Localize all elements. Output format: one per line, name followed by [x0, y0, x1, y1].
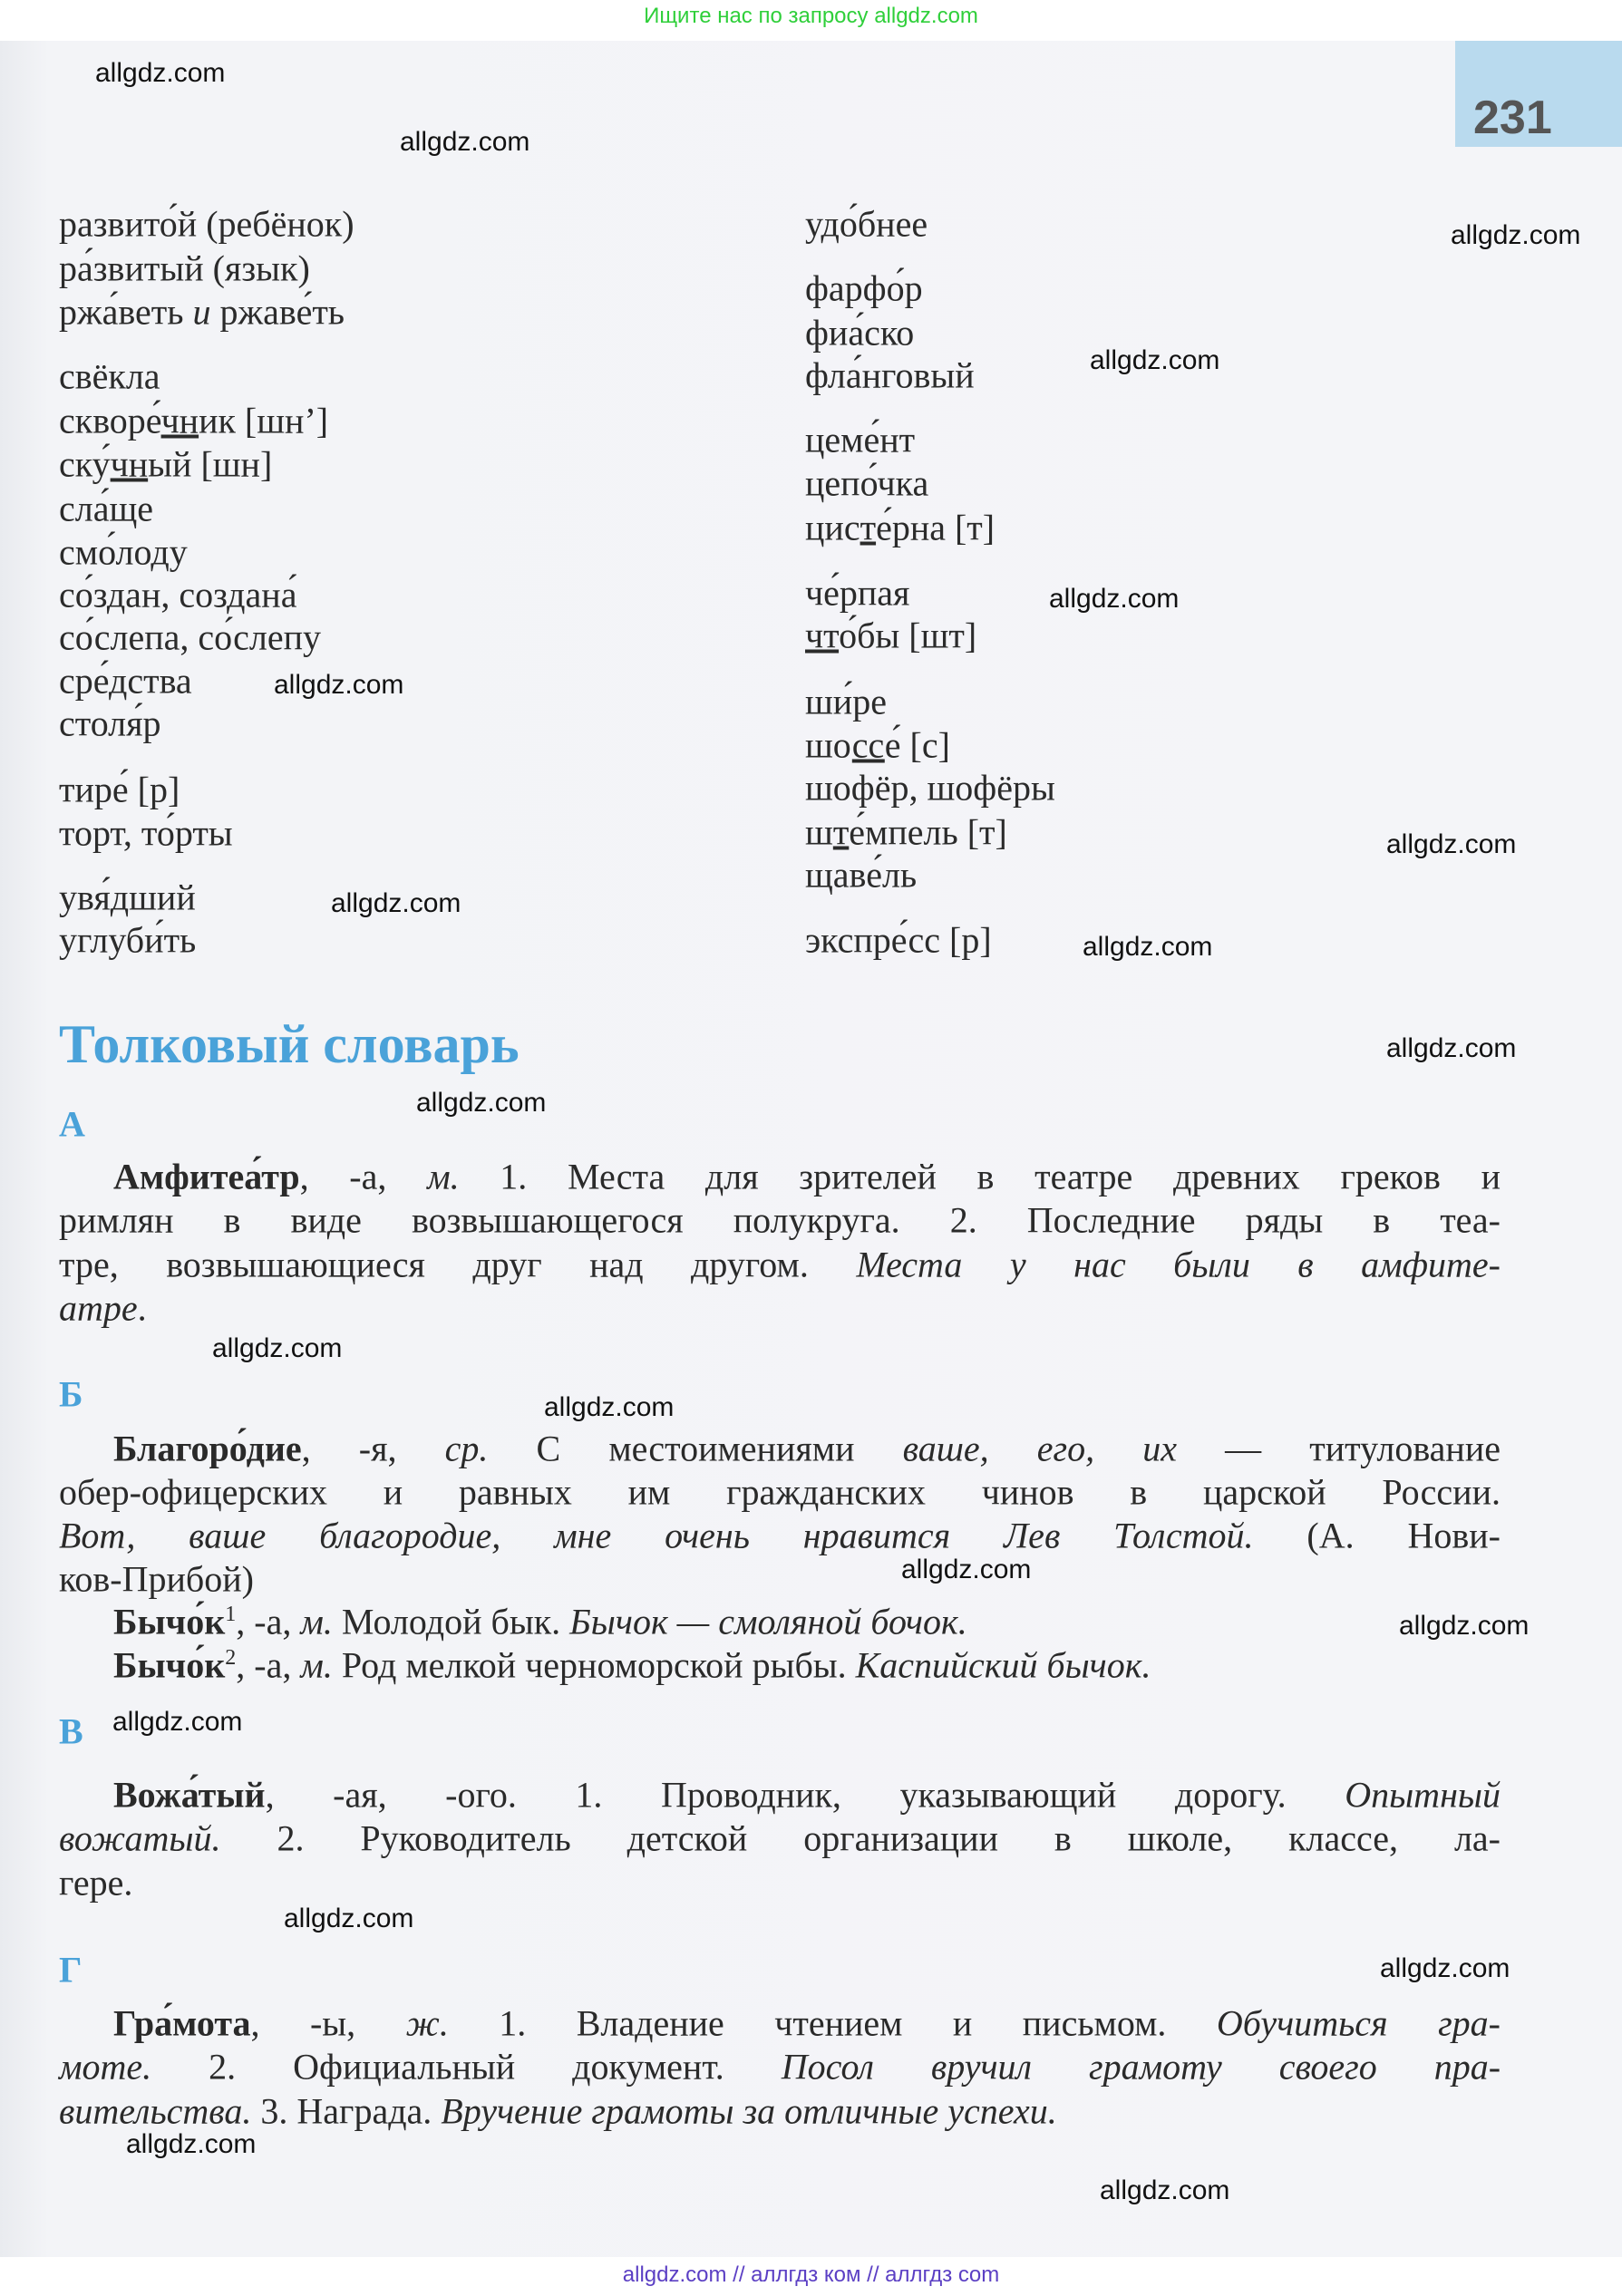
watermark: allgdz.com [1090, 345, 1220, 375]
text-segment: С местоимениями [488, 1428, 903, 1469]
letter-heading-a: А [59, 1103, 85, 1145]
text-segment: столя́р [59, 702, 161, 744]
text-segment: ску́ [59, 443, 111, 485]
dictionary-line [59, 2046, 1501, 2088]
orthoepy-word [805, 507, 995, 549]
text-segment: ре́сс [р] [872, 919, 992, 961]
text-segment: шо [805, 724, 852, 766]
text-segment: тире́ [р] [59, 769, 180, 810]
watermark: allgdz.com [1399, 1611, 1530, 1641]
text-segment: щаве́ль [805, 854, 918, 896]
text-segment: цеме́нт [805, 419, 916, 460]
dictionary-line [59, 2090, 1501, 2133]
text-segment: торт, то́рты [59, 812, 233, 854]
watermark: allgdz.com [416, 1088, 547, 1118]
text-segment: о́бы [шт] [839, 615, 977, 656]
orthoepy-word [805, 681, 887, 723]
text-segment: шофёр, шофёры [805, 767, 1055, 809]
orthoepy-word [59, 291, 345, 334]
text-segment: ср. [444, 1428, 489, 1469]
orthoepy-word [805, 767, 1055, 809]
text-segment: Вожа́тый [113, 1774, 266, 1816]
text-segment: Вот, ваше благородие, мне очень нравится Лев Толстой. [59, 1515, 1254, 1556]
text-segment: и [192, 291, 211, 333]
orthoepy-word [59, 443, 272, 486]
watermark: allgdz.com [274, 670, 404, 700]
text-segment: углуби́ть [59, 919, 197, 961]
text-segment: Вручение грамоты за отличные успехи. [441, 2090, 1057, 2132]
text-segment: ржаве́ть [210, 291, 345, 333]
text-segment: со́слепа, со́слепу [59, 616, 322, 658]
text-segment: (А. Нови- [1253, 1515, 1501, 1556]
dictionary-line [59, 1558, 1501, 1601]
letter-heading-g: Г [59, 1949, 83, 1991]
text-segment: сла́ще [59, 488, 154, 529]
text-segment: фарфо́р [805, 267, 923, 309]
orthoepy-word [59, 616, 321, 659]
text-segment: м. [427, 1156, 460, 1197]
text-segment: , -я, [301, 1428, 445, 1469]
watermark: allgdz.com [126, 2129, 257, 2159]
orthoepy-word [805, 312, 914, 354]
text-segment: е́ [с] [884, 724, 950, 766]
orthoepy-word [59, 531, 188, 574]
text-segment: , -а, [236, 1601, 301, 1642]
text-segment: 1. Места для зрителей в театре древних греков и [459, 1156, 1501, 1197]
orthoepy-word [59, 812, 233, 855]
orthoepy-word [805, 267, 923, 310]
watermark: allgdz.com [212, 1333, 343, 1363]
text-segment: ж. [405, 2002, 449, 2044]
text-segment: сс [851, 724, 885, 766]
watermark: allgdz.com [331, 888, 461, 918]
text-segment: . [137, 1287, 147, 1329]
text-segment: чт [805, 615, 840, 656]
text-segment: , -а, [236, 1644, 301, 1686]
dictionary-line [59, 1244, 1501, 1286]
text-segment: Амфитеа́тр [113, 1156, 300, 1197]
watermark: allgdz.com [284, 1904, 414, 1933]
text-segment: развито́й (ребёнок) [59, 203, 355, 245]
dictionary-line [113, 1774, 1501, 1816]
dictionary-line [113, 1428, 1501, 1470]
orthoepy-word [805, 462, 928, 505]
watermark: allgdz.com [1386, 1033, 1517, 1063]
orthoepy-word [805, 572, 909, 615]
text-segment: 3. Награда. [251, 2090, 442, 2132]
watermark: allgdz.com [95, 58, 226, 88]
orthoepy-word [805, 615, 976, 657]
text-segment: чн [160, 400, 199, 441]
text-segment: т [832, 811, 850, 853]
watermark: allgdz.com [112, 1707, 243, 1737]
text-segment: чн [110, 443, 149, 485]
text-segment: ши́ре [805, 681, 887, 722]
text-segment: тре, возвышающиеся друг над другом. [59, 1244, 857, 1285]
text-segment: 1 [225, 1603, 237, 1627]
text-segment: со́здан, создана́ [59, 574, 297, 615]
page-number: 231 [1473, 92, 1552, 144]
dictionary-line [59, 1287, 1501, 1330]
orthoepy-word [805, 811, 1007, 854]
dictionary-line [59, 1471, 1501, 1514]
text-segment: ш [805, 811, 833, 853]
text-segment: Каспийский бычок. [855, 1644, 1151, 1686]
text-segment: вительства. [59, 2090, 252, 2132]
text-segment: м. [300, 1644, 333, 1686]
text-segment: Обучиться гра- [1216, 2002, 1501, 2044]
text-segment: т [860, 507, 877, 548]
text-segment: ый [шн] [148, 443, 273, 485]
text-segment: 1. Владение чтением и письмом. [448, 2002, 1217, 2044]
dictionary-line [113, 2002, 1501, 2045]
text-segment: ра́звитый (язык) [59, 247, 310, 289]
text-segment: сре́дства [59, 660, 192, 702]
orthoepy-word [805, 419, 915, 461]
text-segment: ков-Прибой) [59, 1558, 254, 1600]
letter-heading-b: Б [59, 1373, 83, 1415]
dictionary-line [59, 1862, 1501, 1904]
dictionary-line [59, 1515, 1501, 1557]
text-segment: е́мпель [т] [849, 811, 1007, 853]
section-title: Толковый словарь [59, 1014, 520, 1074]
orthoepy-word [805, 354, 975, 397]
orthoepy-word [59, 702, 161, 745]
text-segment: цепо́чка [805, 462, 929, 504]
footer-links[interactable]: allgdz.com // аллгдз ком // аллгдз com [622, 2262, 1000, 2287]
text-segment: обер-офицерских и равных им гражданских чинов в царской России. [59, 1471, 1501, 1513]
orthoepy-word [805, 919, 992, 962]
orthoepy-word [59, 400, 328, 442]
text-segment: 2. Руководитель детской организации в школе, классе, ла- [220, 1817, 1501, 1859]
watermark: allgdz.com [1451, 220, 1581, 250]
text-segment: экс [805, 919, 854, 961]
text-segment: смо́лоду [59, 531, 188, 573]
watermark: allgdz.com [1100, 2175, 1230, 2205]
text-segment: Бычо́к [113, 1601, 226, 1642]
text-segment: цис [805, 507, 860, 548]
text-segment: ваше, его, их [902, 1428, 1178, 1469]
text-segment: Благоро́дие [113, 1428, 302, 1469]
text-segment: удо́бнее [805, 203, 928, 245]
text-segment: вожатый. [59, 1817, 221, 1859]
orthoepy-word [805, 854, 917, 896]
orthoepy-word [59, 488, 153, 530]
orthoepy-word [59, 877, 196, 919]
text-segment: — титулование [1177, 1428, 1501, 1469]
text-segment: гере. [59, 1862, 133, 1904]
text-segment: увя́дший [59, 877, 196, 918]
orthoepy-word [59, 247, 310, 290]
watermark: allgdz.com [400, 127, 530, 157]
text-segment: Молодой бык. [332, 1601, 570, 1642]
dictionary-line [59, 1817, 1501, 1860]
dictionary-line [113, 1156, 1501, 1198]
watermark: allgdz.com [1049, 584, 1180, 614]
orthoepy-word [59, 355, 160, 398]
text-segment: свёкла [59, 355, 160, 397]
text-segment: Бычо́к [113, 1644, 226, 1686]
text-segment: м. [300, 1601, 333, 1642]
text-segment: атре [59, 1287, 138, 1329]
orthoepy-word [805, 724, 950, 767]
watermark: allgdz.com [544, 1392, 675, 1422]
letter-heading-v: В [59, 1710, 83, 1752]
orthoepy-word [59, 919, 196, 962]
watermark: allgdz.com [901, 1555, 1032, 1584]
orthoepy-word [59, 203, 355, 246]
dictionary-line [113, 1644, 1501, 1687]
orthoepy-word [59, 660, 192, 702]
orthoepy-word [59, 769, 180, 811]
text-segment: 2. Официальный документ. [151, 2046, 782, 2088]
dictionary-line [113, 1601, 1501, 1643]
text-segment: Посол вручил грамоту своего пра- [781, 2046, 1501, 2088]
text-segment: римлян в виде возвышающегося полукруга. 2. Последние ряды в теа- [59, 1199, 1501, 1241]
text-segment: моте. [59, 2046, 152, 2088]
watermark: allgdz.com [1083, 932, 1213, 962]
text-segment: Гра́мота [113, 2002, 251, 2044]
text-segment: Места у нас были в амфите- [856, 1244, 1501, 1285]
text-segment: фиа́ско [805, 312, 915, 354]
text-segment: , -а, [299, 1156, 428, 1197]
text-segment: ржа́веть [59, 291, 193, 333]
text-segment: Опытный [1345, 1774, 1501, 1816]
search-hint-banner: Ищите нас по запросу allgdz.com [644, 4, 978, 28]
text-segment: фла́нговый [805, 354, 975, 396]
text-segment: , -ая, -ого. 1. Проводник, указывающий дорогу. [265, 1774, 1345, 1816]
text-segment: Род мелкой черноморской рыбы. [332, 1644, 856, 1686]
text-segment: е́рна [т] [876, 507, 996, 548]
dictionary-line [59, 1199, 1501, 1242]
text-segment: Бычок — смоляной бочок. [569, 1601, 967, 1642]
text-segment: п [853, 919, 873, 961]
orthoepy-word [805, 203, 928, 246]
watermark: allgdz.com [1380, 1953, 1510, 1983]
orthoepy-word [59, 574, 296, 616]
text-segment: 2 [225, 1646, 237, 1671]
text-segment: скворе́ [59, 400, 161, 441]
watermark: allgdz.com [1386, 829, 1517, 859]
text-segment: че́рпая [805, 572, 910, 614]
text-segment: ик [шн’] [199, 400, 329, 441]
text-segment: , -ы, [250, 2002, 406, 2044]
